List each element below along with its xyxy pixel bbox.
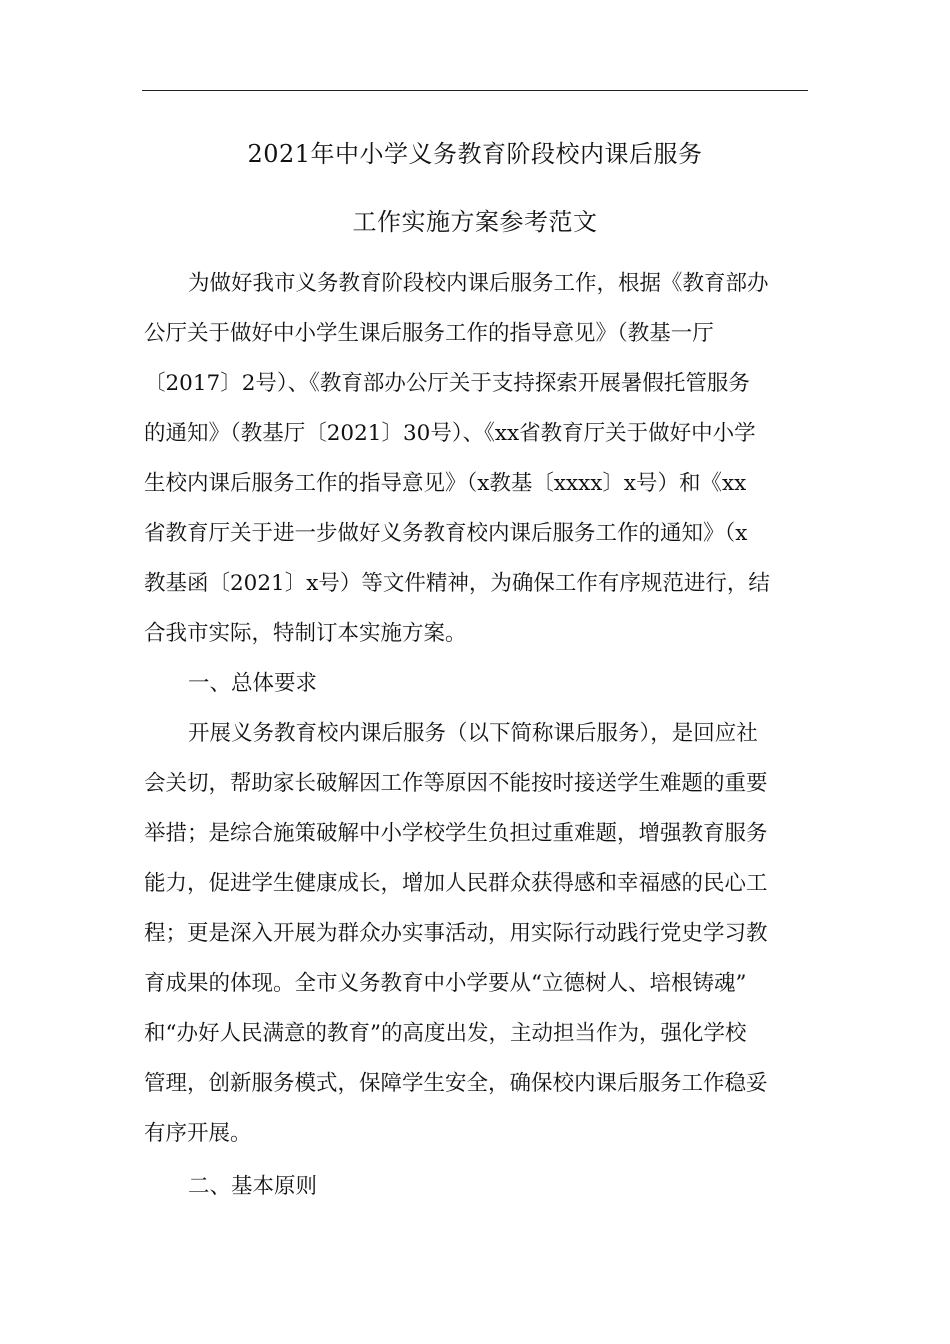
document-title-line-1: 2021年中小学义务教育阶段校内课后服务 [247, 140, 703, 168]
header-rule [142, 90, 808, 91]
section-heading: 一、总体要求 [188, 671, 318, 696]
intro-line: 生校内课后服务工作的指导意见》（x教基〔xxxx〕x号）和《xx [144, 471, 747, 496]
document-body [144, 259, 808, 1212]
intro-line: 〔2017〕2号）、《教育部办公厅关于支持探索开展暑假托管服务 [144, 371, 750, 396]
section-heading: 二、基本原则 [188, 1174, 318, 1199]
intro-line: 的通知》（教基厅〔2021〕30号）、《xx省教育厅关于做好中小学 [144, 421, 756, 446]
section-line: 和“办好人民满意的教育”的高度出发，主动担当作为，强化学校 [144, 1021, 747, 1046]
intro-line: 教基函〔2021〕x号）等文件精神，为确保工作有序规范进行，结 [144, 571, 770, 596]
section-line: 能力，促进学生健康成长，增加人民群众获得感和幸福感的民心工 [144, 871, 768, 896]
intro-line: 省教育厅关于进一步做好义务教育校内课后服务工作的通知》（x [144, 521, 748, 546]
intro-line: 为做好我市义务教育阶段校内课后服务工作，根据《教育部办 [188, 271, 769, 296]
intro-line: 公厅关于做好中小学生课后服务工作的指导意见》（教基一厅 [144, 321, 714, 346]
intro-line: 合我市实际，特制订本实施方案。 [144, 621, 467, 646]
section-line: 程；更是深入开展为群众办实事活动，用实际行动践行党史学习教 [144, 921, 768, 946]
section-line: 有序开展。 [144, 1121, 252, 1146]
document-title-line-2: 工作实施方案参考范文 [352, 208, 598, 236]
section-line: 举措；是综合施策破解中小学校学生负担过重难题，增强教育服务 [144, 821, 768, 846]
section-line: 会关切，帮助家长破解因工作等原因不能按时接送学生难题的重要 [144, 771, 768, 796]
section-line: 开展义务教育校内课后服务（以下简称课后服务），是回应社 [188, 721, 758, 746]
section-line: 管理，创新服务模式，保障学生安全，确保校内课后服务工作稳妥 [144, 1071, 768, 1096]
section-line: 育成果的体现。全市义务教育中小学要从“立德树人、培根铸魂” [144, 971, 747, 996]
